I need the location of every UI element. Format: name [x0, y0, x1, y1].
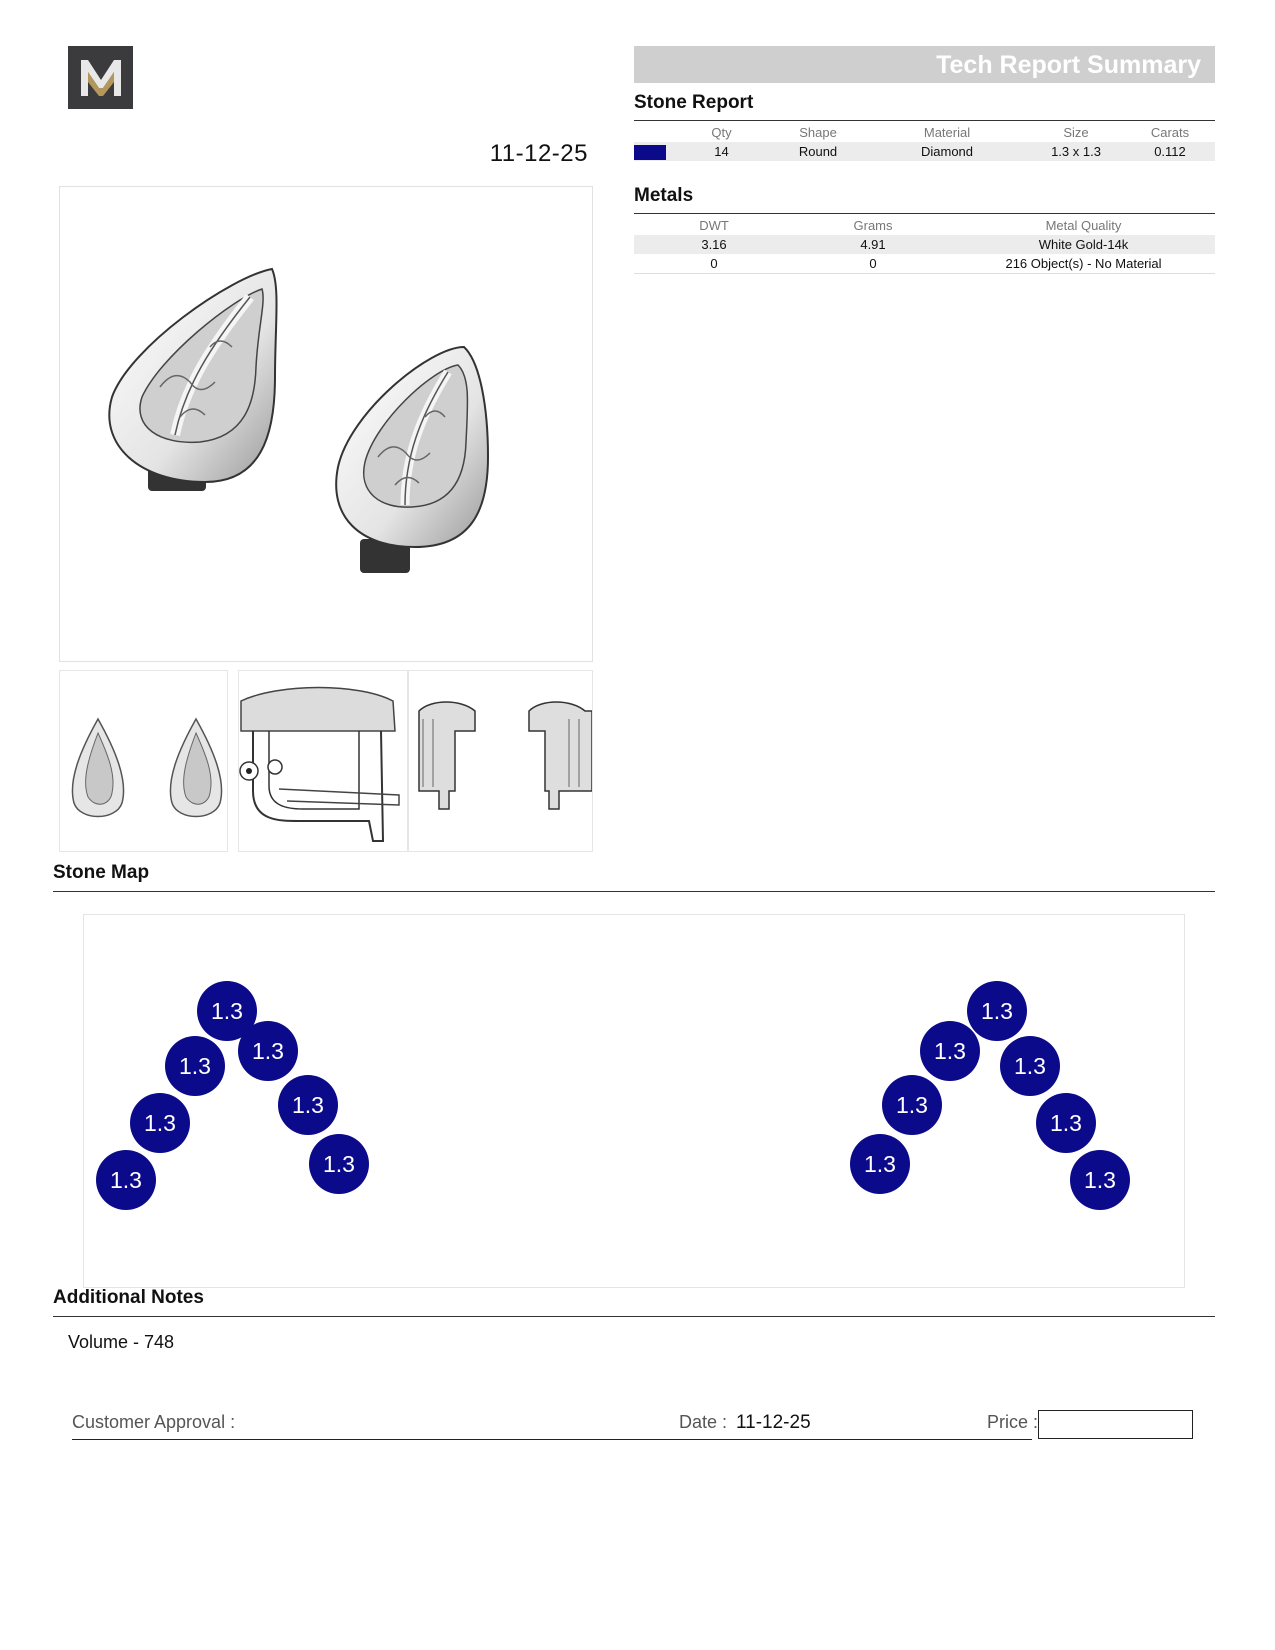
additional-notes-rule — [53, 1316, 1215, 1317]
metal-dwt: 3.16 — [634, 235, 794, 254]
stone-carats: 0.112 — [1125, 142, 1215, 161]
stone-marker — [165, 1036, 225, 1096]
stone-qty: 14 — [674, 142, 769, 161]
document-date: 11-12-25 — [489, 140, 588, 167]
stone-size-label: 1.3 — [323, 1151, 355, 1177]
stone-size-label: 1.3 — [1014, 1053, 1046, 1079]
col-dwt: DWT — [699, 217, 729, 233]
stone-marker — [309, 1134, 369, 1194]
notes-text: Volume - 748 — [68, 1332, 175, 1352]
main-render-image — [59, 186, 593, 662]
stone-marker — [920, 1021, 980, 1081]
customer-approval-label: Customer Approval : — [72, 1412, 236, 1432]
stone-marker — [1000, 1036, 1060, 1096]
stone-size-label: 1.3 — [864, 1151, 896, 1177]
metals-table — [634, 215, 1215, 274]
stone-marker — [1070, 1150, 1130, 1210]
stone-report-heading: Stone Report — [634, 92, 754, 113]
stone-size-label: 1.3 — [934, 1038, 966, 1064]
stone-color-swatch — [634, 142, 674, 161]
col-carats: Carats — [1150, 124, 1190, 140]
metal-quality: White Gold-14k — [952, 235, 1215, 254]
stone-marker — [1036, 1093, 1096, 1153]
metal-grams: 4.91 — [794, 235, 952, 254]
price-label: Price : — [987, 1412, 1039, 1432]
col-color — [634, 122, 674, 142]
earring-left — [109, 269, 276, 491]
col-grams: Grams — [853, 217, 893, 233]
stone-map-heading: Stone Map — [53, 862, 150, 883]
thumbnail-hinge-view — [238, 670, 408, 852]
stone-marker — [850, 1134, 910, 1194]
metals-header-row — [634, 215, 1215, 235]
earring-right — [336, 347, 488, 573]
col-material: Material — [923, 124, 971, 140]
col-size: Size — [1063, 124, 1089, 140]
stone-map-rule — [53, 891, 1215, 892]
col-metal-quality: Metal Quality — [1045, 217, 1122, 233]
metals-heading: Metals — [634, 185, 694, 206]
stone-size-label: 1.3 — [1050, 1110, 1082, 1136]
stone-material: Diamond — [867, 142, 1027, 161]
stone-map-diagram — [83, 914, 1185, 1288]
col-shape: Shape — [799, 124, 837, 140]
stone-report-table — [634, 122, 1215, 161]
metal-grams: 0 — [794, 254, 952, 274]
company-logo — [68, 46, 133, 109]
metal-quality: 216 Object(s) - No Material — [952, 254, 1215, 274]
stone-report-rule — [634, 120, 1215, 121]
stone-map-svg — [84, 915, 1184, 1287]
stone-marker — [96, 1150, 156, 1210]
stone-size-label: 1.3 — [211, 998, 243, 1024]
table-row — [634, 235, 1215, 254]
approval-date-label: Date : — [679, 1412, 728, 1432]
stone-shape: Round — [769, 142, 867, 161]
stone-size: 1.3 x 1.3 — [1027, 142, 1125, 161]
signature-line[interactable] — [72, 1439, 1032, 1440]
stone-size-label: 1.3 — [981, 998, 1013, 1024]
additional-notes-heading: Additional Notes — [53, 1287, 204, 1308]
stone-marker — [130, 1093, 190, 1153]
stone-size-label: 1.3 — [896, 1092, 928, 1118]
stone-size-label: 1.3 — [179, 1053, 211, 1079]
stone-size-label: 1.3 — [110, 1167, 142, 1193]
col-qty: Qty — [711, 124, 732, 140]
thumbnail-profile-views — [408, 670, 593, 852]
stone-size-label: 1.3 — [292, 1092, 324, 1118]
stone-size-label: 1.3 — [1084, 1167, 1116, 1193]
stone-size-label: 1.3 — [144, 1110, 176, 1136]
report-title: Tech Report Summary — [634, 46, 1215, 83]
stone-marker — [967, 981, 1027, 1041]
logo-m-icon — [78, 58, 124, 98]
stone-size-label: 1.3 — [252, 1038, 284, 1064]
stone-report-header-row — [634, 122, 1215, 142]
table-row — [634, 254, 1215, 274]
thumbnail-front-view — [59, 670, 228, 852]
table-row — [634, 142, 1215, 161]
metal-dwt: 0 — [634, 254, 794, 274]
approval-date-value: 11-12-25 — [736, 1412, 811, 1433]
price-input[interactable] — [1038, 1410, 1193, 1439]
stone-marker — [238, 1021, 298, 1081]
stone-marker — [278, 1075, 338, 1135]
metals-rule — [634, 213, 1215, 214]
stone-marker — [882, 1075, 942, 1135]
